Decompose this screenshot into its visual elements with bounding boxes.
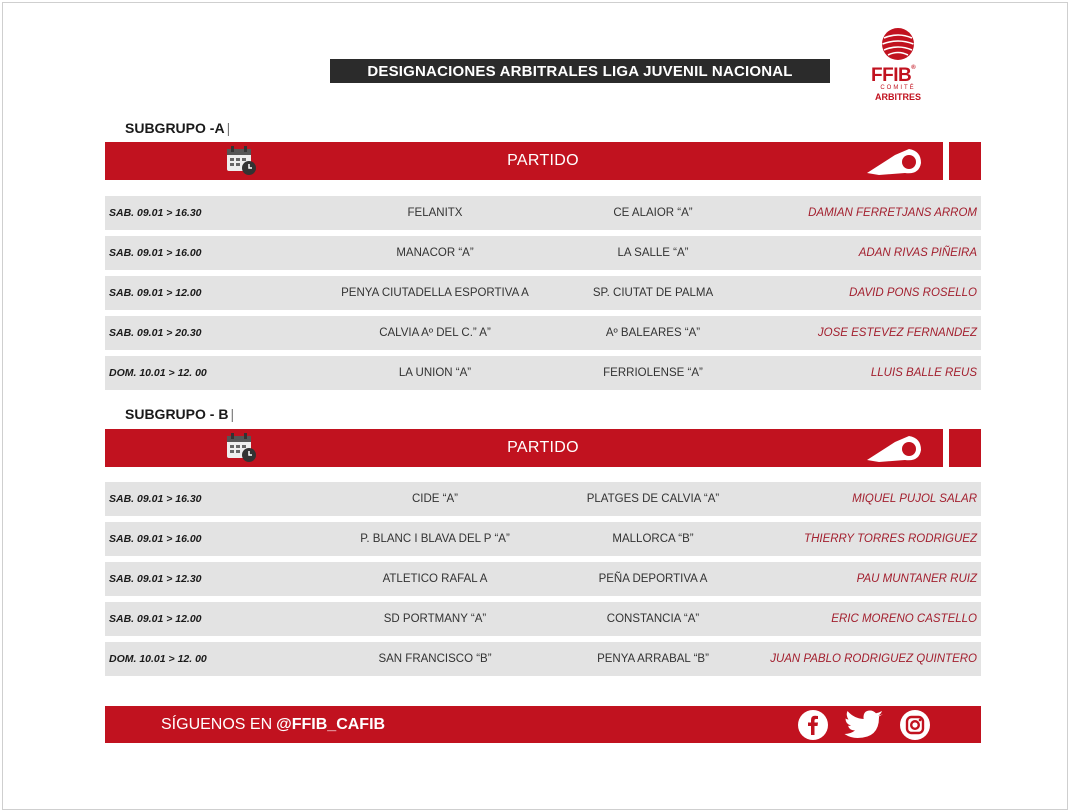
away-team: SP. CIUTAT DE PALMA [592,287,714,299]
table-row [105,602,981,636]
home-team: P. BLANC I BLAVA DEL P “A” [360,533,510,545]
home-team: FELANITX [407,207,463,219]
table-row [105,482,981,516]
table-row [105,356,981,390]
home-team: MANACOR “A” [396,247,474,259]
away-team: MALLORCA “B” [612,533,694,545]
social-handle[interactable]: @FFIB_CAFIB [276,715,386,733]
match-date: SAB. 09.01 > 16.00 [109,247,202,259]
match-date: SAB. 09.01 > 12.00 [109,287,202,299]
referee-name: DAVID PONS ROSELLO [849,287,977,299]
home-team: CIDE “A” [412,493,458,505]
referee-name: DAMIAN FERRETJANS ARROM [808,207,977,219]
subgroup-title: SUBGRUPO - B | [125,406,235,422]
home-team: SAN FRANCISCO “B” [378,653,492,665]
header-divider [943,429,949,467]
match-date: SAB. 09.01 > 20.30 [109,327,202,339]
away-team: CE ALAIOR “A” [613,207,693,219]
match-date: SAB. 09.01 > 16.00 [109,533,202,545]
header-label: PARTIDO [507,439,579,456]
table-header [105,429,981,467]
subgroup-title: SUBGRUPO -A | [125,120,231,136]
away-team: PENYA ARRABAL “B” [597,653,709,665]
match-date: SAB. 09.01 > 16.30 [109,207,202,219]
match-date: SAB. 09.01 > 12.00 [109,613,202,625]
table-header [105,142,981,180]
ffib-logo [865,27,927,107]
referee-name: ERIC MORENO CASTELLO [831,613,977,625]
page-title: DESIGNACIONES ARBITRALES LIGA JUVENIL NACIONAL [330,59,830,83]
match-date: DOM. 10.01 > 12. 00 [109,367,207,379]
twitter-icon[interactable] [843,709,885,741]
table-row [105,276,981,310]
referee-name: LLUIS BALLE REUS [870,367,977,379]
table-row [105,316,981,350]
match-date: SAB. 09.01 > 12.30 [109,573,202,585]
header-divider [943,142,949,180]
away-team: Aº BALEARES “A” [605,327,701,339]
referee-name: JOSE ESTEVEZ FERNANDEZ [817,327,977,339]
referee-name: THIERRY TORRES RODRIGUEZ [804,533,977,545]
document-page [2,2,1068,810]
table-row [105,196,981,230]
away-team: PLATGES DE CALVIA “A” [586,493,720,505]
away-team: LA SALLE “A” [617,247,689,259]
away-team: PEÑA DEPORTIVA A [598,573,708,585]
whistle-icon [865,145,925,177]
logo-subtext: COMITÉ [880,85,916,91]
referee-name: ADAN RIVAS PIÑEIRA [858,247,977,259]
referee-name: MIQUEL PUJOL SALAR [852,493,977,505]
away-team: CONSTANCIA “A” [606,613,700,625]
logo-text: FFIB® [871,65,916,86]
table-row [105,642,981,676]
referee-name: JUAN PABLO RODRIGUEZ QUINTERO [770,653,977,665]
match-date: SAB. 09.01 > 16.30 [109,493,202,505]
match-date: DOM. 10.01 > 12. 00 [109,653,207,665]
table-row [105,562,981,596]
table-row [105,522,981,556]
logo-arbitres: ARBITRES [874,92,921,102]
follow-text: SÍGUENOS EN @FFIB_CAFIB [161,715,386,733]
instagram-icon[interactable] [899,709,931,741]
home-team: SD PORTMANY “A” [383,613,487,625]
home-team: PENYA CIUTADELLA ESPORTIVA A [341,287,529,299]
referee-name: PAU MUNTANER RUIZ [856,573,977,585]
whistle-icon [865,432,925,464]
header-label: PARTIDO [507,152,579,169]
home-team: ATLETICO RAFAL A [382,573,488,585]
home-team: CALVIA Aº DEL C.” A” [379,327,491,339]
facebook-icon[interactable] [797,709,829,741]
home-team: LA UNION “A” [398,367,472,379]
basketball-icon [881,27,915,61]
table-row [105,236,981,270]
away-team: FERRIOLENSE “A” [603,367,703,379]
footer-bar [105,706,981,743]
